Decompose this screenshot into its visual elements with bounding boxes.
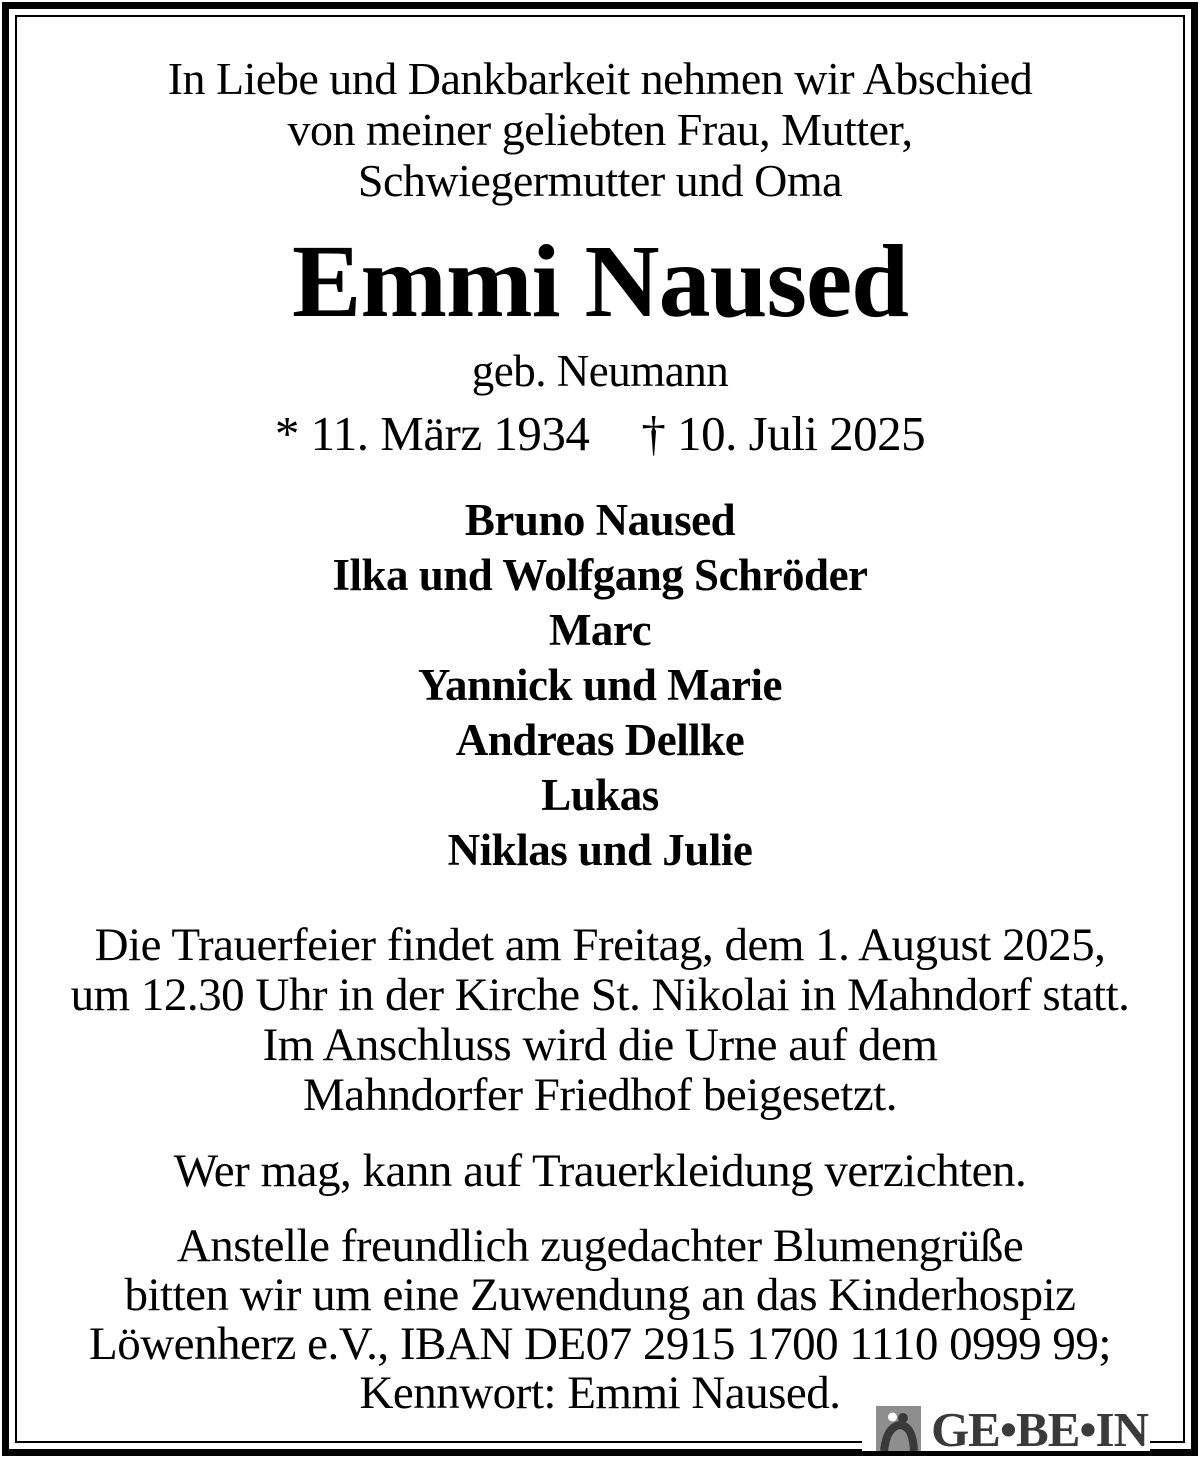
maiden-name: geb. Neumann: [471, 346, 729, 396]
donation-line: Anstelle freundlich zugedachter Blumengrüße: [176, 1220, 1024, 1272]
intro-line: von meiner geliebten Frau, Mutter,: [287, 104, 913, 155]
gebein-logo: [862, 1402, 1150, 1457]
deceased-name: Emmi Naused: [292, 224, 908, 339]
mourner-name: Lukas: [541, 770, 659, 820]
mourners-list: [17, 493, 1183, 878]
service-line: Mahndorfer Friedhof beigesetzt.: [303, 1069, 897, 1121]
intro-line: Schwiegermutter und Oma: [357, 155, 843, 206]
donation-line: Kennwort: Emmi Naused.: [359, 1367, 841, 1419]
service-line: um 12.30 Uhr in der Kirche St. Nikolai in Mahndorf statt.: [70, 969, 1130, 1021]
life-dates: [17, 406, 1183, 461]
service-line: Im Anschluss wird die Urne auf dem: [262, 1019, 938, 1071]
service-line: Die Trauerfeier findet am Freitag, dem 1. August 2025,: [94, 919, 1106, 971]
clothing-note: Wer mag, kann auf Trauerkleidung verzichten.: [173, 1145, 1027, 1197]
donation-line: bitten wir um eine Zuwendung an das Kinderhospiz: [124, 1269, 1076, 1321]
donation-line: Löwenherz e.V., IBAN DE07 2915 1700 1110 0999 99;: [89, 1318, 1111, 1370]
mourner-name: Andreas Dellke: [455, 715, 745, 765]
mourner-name: Niklas und Julie: [447, 825, 753, 875]
intro-line: In Liebe und Dankbarkeit nehmen wir Abschied: [167, 53, 1033, 104]
mourner-name: Yannick und Marie: [417, 660, 783, 710]
mourner-name: Bruno Naused: [464, 495, 736, 545]
obituary-content: [17, 17, 1183, 1441]
gebein-logo-text: GE•BE•IN: [931, 1402, 1148, 1457]
death-date: † 10. Juli 2025: [641, 406, 926, 461]
donation-info: [17, 1222, 1183, 1418]
birth-date: * 11. März 1934: [274, 406, 590, 461]
intro-text: [17, 53, 1183, 206]
gebein-figure-icon: [876, 1406, 921, 1451]
mourner-name: Marc: [548, 605, 652, 655]
service-info: [17, 920, 1183, 1120]
mourner-name: Ilka und Wolfgang Schröder: [332, 550, 868, 600]
